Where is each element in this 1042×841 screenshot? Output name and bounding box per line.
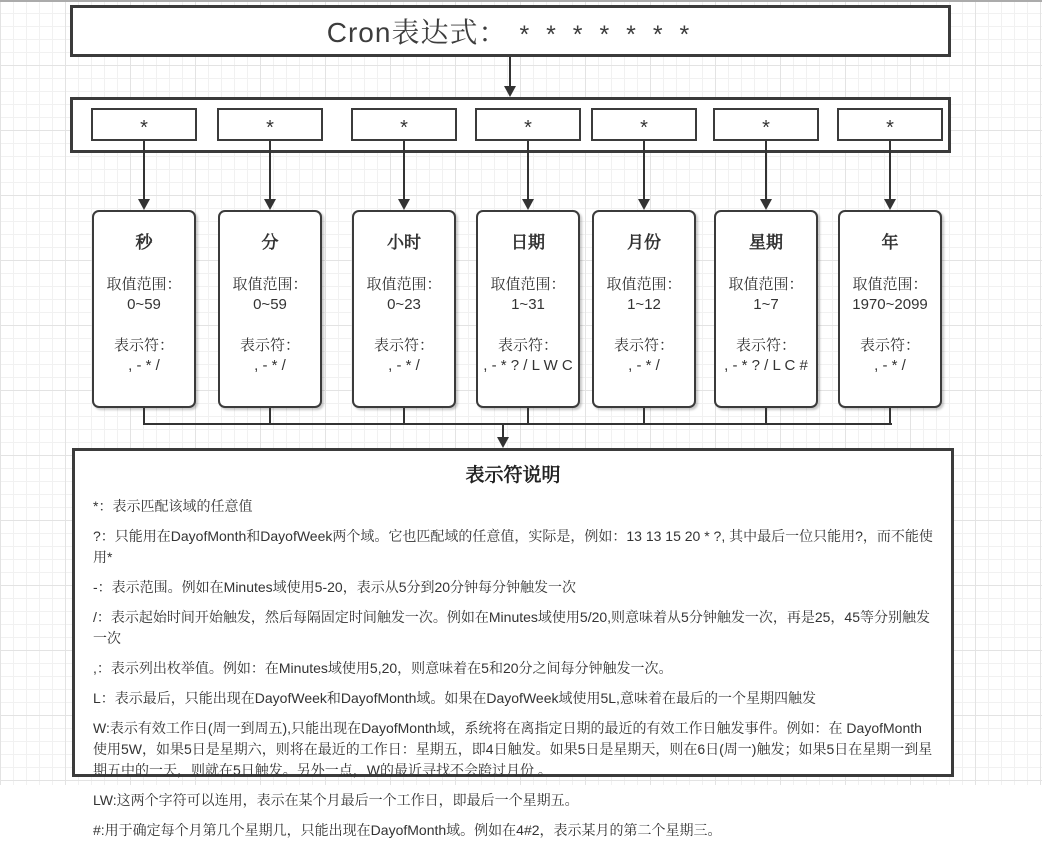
down-arrow-connector (638, 141, 650, 210)
arrow-head-icon (638, 199, 650, 210)
arrow-head-icon (497, 437, 509, 448)
field-range (96, 275, 192, 316)
field-symbols (596, 336, 692, 377)
down-arrow-connector (138, 141, 150, 210)
legend-item-question: ?：只能用在DayofMonth和DayofWeek两个域。它也匹配域的任意值，实际是，例如：13 13 15 20 * ?, 其中最后一位只能用?，而不能使用* (93, 528, 933, 565)
legend-item-LW: LW:这两个字符可以连用，表示在某个月最后一个工作日，即最后一个星期五。 (93, 792, 579, 808)
legend-item-W: W:表示有效工作日(周一到周五),只能出现在DayofMonth域，系统将在离指定日期的最近的有效工作日触发事件。例如：在 DayofMonth使用5W，如果5日是星期六，则将在最近的工作日：星期五，即4日触发。如果5日是星期天，则在6日(周一)触发；如果5日在星期一到星期五中的一天，则就在5日触发。另外一点，W的最近寻找不会跨过月份 。 (93, 720, 933, 778)
field-box-day-of-week (714, 210, 818, 408)
range-value: 0~23 (387, 296, 421, 314)
arrow-head-icon (504, 86, 516, 97)
symbols-label: 表示符： (859, 336, 920, 354)
legend-item-comma: ,：表示列出枚举值。例如：在Minutes域使用5,20，则意味着在5和20分之间每分钟触发一次。 (93, 660, 673, 676)
down-arrow-to-legend (497, 425, 509, 448)
field-symbols (842, 336, 938, 377)
field-title: 小时 (387, 233, 421, 252)
legend-item-L: L：表示最后，只能出现在DayofWeek和DayofMonth域。如果在DayofWeek域使用5L,意味着在最后的一个星期四触发 (93, 690, 816, 706)
field-symbols (480, 336, 576, 377)
down-arrow-title-to-row (504, 57, 516, 97)
field-symbols (718, 336, 814, 377)
field-box-month (592, 210, 696, 408)
range-value: 1~31 (511, 296, 545, 314)
field-range (356, 275, 452, 316)
arrow-head-icon (138, 199, 150, 210)
star-box (351, 108, 457, 141)
symbols-value: , - * ? / L C # (724, 356, 808, 374)
down-arrow-connector (264, 141, 276, 210)
cron-expression-title-box (70, 5, 951, 57)
down-arrow-connector (398, 141, 410, 210)
range-value: 1~7 (753, 296, 779, 314)
field-box-minutes (218, 210, 322, 408)
arrow-head-icon (264, 199, 276, 210)
field-column-minutes (217, 108, 323, 425)
star-value: * (640, 117, 648, 139)
star-box (91, 108, 197, 141)
field-column-day-of-month (475, 108, 581, 425)
arrow-head-icon (884, 199, 896, 210)
symbols-label: 表示符： (113, 336, 174, 354)
range-label: 取值范围： (490, 276, 566, 293)
field-title: 日期 (511, 233, 545, 252)
symbols-value: , - * / (628, 356, 660, 374)
star-box (837, 108, 943, 141)
symbols-value: , - * ? / L W C (483, 356, 573, 374)
field-box-seconds (92, 210, 196, 408)
field-range (718, 275, 814, 316)
range-label: 取值范围： (606, 276, 682, 293)
star-box (591, 108, 697, 141)
down-arrow-connector (522, 141, 534, 210)
symbols-label: 表示符： (373, 336, 434, 354)
field-title: 分 (261, 233, 279, 252)
field-range (596, 275, 692, 316)
legend-item-slash: /：表示起始时间开始触发，然后每隔固定时间触发一次。例如在Minutes域使用5/20,则意味着从5分钟触发一次，再是25，45等分别触发一次 (93, 609, 930, 646)
field-title: 年 (881, 233, 899, 252)
legend-item-dash: -：表示范围。例如在Minutes域使用5-20，表示从5分到20分钟每分钟触发一次 (93, 579, 577, 595)
star-box (217, 108, 323, 141)
legend-item-asterisk: *：表示匹配该域的任意值 (93, 498, 253, 514)
range-label: 取值范围： (106, 276, 182, 293)
symbols-label: 表示符： (613, 336, 674, 354)
field-column-hours (351, 108, 457, 425)
symbols-label: 表示符： (497, 336, 558, 354)
arrow-head-icon (398, 199, 410, 210)
field-range (480, 275, 576, 316)
star-value: * (400, 117, 408, 139)
star-box (713, 108, 819, 141)
range-value: 0~59 (127, 296, 161, 314)
legend-title: 表示符说明 (465, 465, 561, 486)
field-symbols (96, 336, 192, 377)
canvas-top-edge (0, 0, 1042, 2)
symbols-value: , - * / (874, 356, 906, 374)
title-stars: * * * * * * * (519, 20, 695, 49)
bus-line (144, 423, 892, 425)
legend-item-hash: #:用于确定每个月第几个星期几，只能出现在DayofMonth域。例如在4#2，表示某月的第二个星期三。 (93, 822, 722, 838)
range-label: 取值范围： (852, 276, 928, 293)
field-box-year (838, 210, 942, 408)
field-box-day-of-month (476, 210, 580, 408)
symbols-label: 表示符： (239, 336, 300, 354)
field-title: 秒 (135, 233, 153, 252)
star-value: * (886, 117, 894, 139)
symbols-value: , - * / (254, 356, 286, 374)
field-column-month (591, 108, 697, 425)
field-box-hours (352, 210, 456, 408)
symbols-value: , - * / (388, 356, 420, 374)
range-value: 1~12 (627, 296, 661, 314)
field-column-day-of-week (713, 108, 819, 425)
symbols-value: , - * / (128, 356, 160, 374)
arrow-head-icon (760, 199, 772, 210)
field-symbols (356, 336, 452, 377)
star-box (475, 108, 581, 141)
star-value: * (762, 117, 770, 139)
field-title: 月份 (627, 233, 661, 252)
symbols-label: 表示符： (735, 336, 796, 354)
star-value: * (524, 117, 532, 139)
star-value: * (266, 117, 274, 139)
down-arrow-connector (884, 141, 896, 210)
arrow-head-icon (522, 199, 534, 210)
down-arrow-connector (760, 141, 772, 210)
range-label: 取值范围： (728, 276, 804, 293)
field-symbols (222, 336, 318, 377)
star-value: * (140, 117, 148, 139)
range-label: 取值范围： (232, 276, 308, 293)
range-label: 取值范围： (366, 276, 442, 293)
range-value: 1970~2099 (852, 296, 928, 314)
field-column-year (837, 108, 943, 425)
field-column-seconds (91, 108, 197, 425)
field-range (842, 275, 938, 316)
symbol-legend-box (72, 448, 954, 838)
title-text: Cron表达式： (326, 17, 508, 48)
field-range (222, 275, 318, 316)
field-title: 星期 (749, 233, 783, 252)
range-value: 0~59 (253, 296, 287, 314)
